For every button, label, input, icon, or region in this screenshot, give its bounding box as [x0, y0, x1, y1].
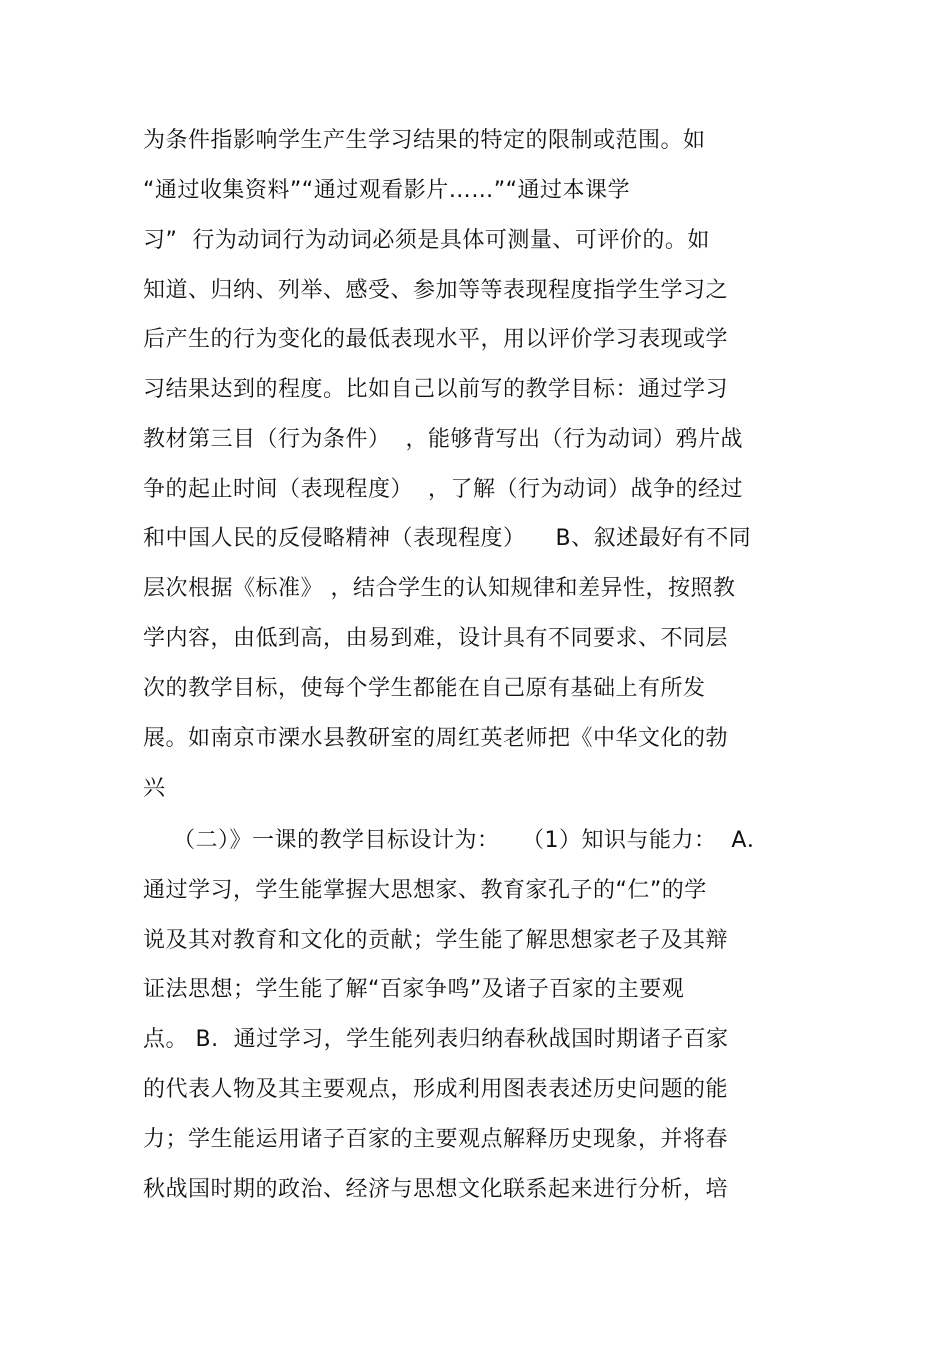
text-line-13: 展。如南京市溧水县教研室的周红英老师把《中华文化的勃 — [143, 726, 729, 751]
text-line-10: 层次根据《标准》 ，结合学生的认知规律和差异性，按照教 — [143, 576, 736, 601]
text-line-5: 后产生的行为变化的最低表现水平，用以评价学习表现或学 — [143, 327, 729, 352]
text-line-9: 和中国人民的反侵略精神（表现程度） B、叙述最好有不同 — [143, 526, 752, 551]
text-line-7: 教材第三目（行为条件） ，能够背写出（行为动词）鸦片战 — [143, 427, 743, 452]
text-line-6: 习结果达到的程度。比如自己以前写的教学目标：通过学习 — [143, 377, 729, 402]
text-line-1: 为条件指影响学生产生学习结果的特定的限制或范围。如 — [143, 128, 706, 153]
text-line-18: 证法思想；学生能了解“百家争鸣”及诸子百家的主要观 — [143, 977, 685, 1002]
text-line-14: 兴 — [143, 776, 166, 801]
text-line-19: 点。 B. 通过学习，学生能列表归纳春秋战国时期诸子百家 — [143, 1027, 729, 1052]
text-line-4: 知道、归纳、列举、感受、参加等等表现程度指学生学习之 — [143, 278, 729, 303]
text-line-2: “通过收集资料”“通过观看影片……”“通过本课学 — [143, 178, 630, 203]
text-line-21: 力；学生能运用诸子百家的主要观点解释历史现象，并将春 — [143, 1127, 729, 1152]
text-line-3: 习” 行为动词行为动词必须是具体可测量、可评价的。如 — [143, 228, 710, 253]
text-line-20: 的代表人物及其主要观点，形成利用图表表述历史问题的能 — [143, 1077, 729, 1102]
text-line-11: 学内容，由低到高，由易到难，设计具有不同要求、不同层 — [143, 626, 729, 651]
text-line-16: 通过学习，学生能掌握大思想家、教育家孔子的“仁”的学 — [143, 878, 707, 903]
text-line-12: 次的教学目标，使每个学生都能在自己原有基础上有所发 — [143, 676, 706, 701]
text-line-17: 说及其对教育和文化的贡献；学生能了解思想家老子及其辩 — [143, 928, 729, 953]
text-line-15: （二）》一课的教学目标设计为： （1）知识与能力： A． — [143, 828, 770, 853]
text-line-22: 秋战国时期的政治、经济与思想文化联系起来进行分析，培 — [143, 1177, 729, 1202]
text-line-8: 争的起止时间（表现程度） ，了解（行为动词）战争的经过 — [143, 477, 743, 502]
